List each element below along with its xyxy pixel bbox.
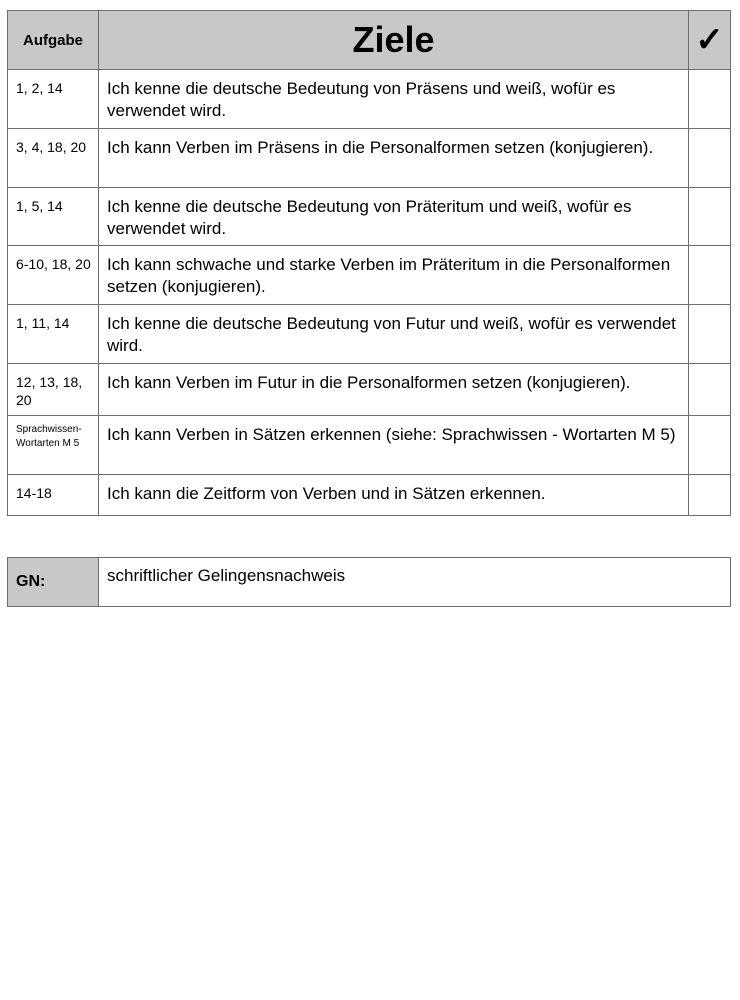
goal-cell: Ich kann die Zeitform von Verben und in Sätzen erkennen.	[99, 475, 689, 516]
header-aufgabe: Aufgabe	[8, 11, 99, 70]
gn-row	[8, 558, 731, 607]
goal-cell: Ich kann Verben in Sätzen erkennen (siehe: Sprachwissen - Wortarten M 5)	[99, 416, 689, 475]
gn-table	[7, 557, 731, 607]
task-cell: Sprachwissen-Wortarten M 5	[8, 416, 99, 475]
gn-label: GN:	[8, 558, 99, 607]
check-cell[interactable]	[689, 70, 731, 129]
task-cell: 3, 4, 18, 20	[8, 129, 99, 188]
check-cell[interactable]	[689, 305, 731, 364]
task-cell: 12, 13, 18, 20	[8, 364, 99, 416]
gn-text: schriftlicher Gelingensnachweis	[99, 558, 731, 607]
header-ziele: Ziele	[99, 11, 689, 70]
table-row	[8, 416, 731, 475]
task-cell: 1, 2, 14	[8, 70, 99, 129]
check-cell[interactable]	[689, 475, 731, 516]
task-cell: 6-10, 18, 20	[8, 246, 99, 305]
table-row	[8, 129, 731, 188]
task-cell: 14-18	[8, 475, 99, 516]
header-row	[8, 11, 731, 70]
task-cell: 1, 11, 14	[8, 305, 99, 364]
goal-cell: Ich kenne die deutsche Bedeutung von Futur und weiß, wofür es verwendet wird.	[99, 305, 689, 364]
goal-cell: Ich kann Verben im Präsens in die Personalformen setzen (konjugieren).	[99, 129, 689, 188]
task-cell: 1, 5, 14	[8, 188, 99, 246]
header-check-mark: ✓	[689, 11, 731, 70]
check-cell[interactable]	[689, 129, 731, 188]
check-cell[interactable]	[689, 246, 731, 305]
table-row	[8, 305, 731, 364]
check-cell[interactable]	[689, 188, 731, 246]
goal-cell: Ich kenne die deutsche Bedeutung von Präsens und weiß, wofür es verwendet wird.	[99, 70, 689, 129]
table-row	[8, 188, 731, 246]
table-row	[8, 70, 731, 129]
table-row	[8, 364, 731, 416]
goal-cell: Ich kann Verben im Futur in die Personalformen setzen (konjugieren).	[99, 364, 689, 416]
table-row	[8, 246, 731, 305]
check-cell[interactable]	[689, 364, 731, 416]
goals-table	[7, 10, 731, 516]
goal-cell: Ich kann schwache und starke Verben im Präteritum in die Personalformen setzen (konjugieren).	[99, 246, 689, 305]
check-cell[interactable]	[689, 416, 731, 475]
goal-cell: Ich kenne die deutsche Bedeutung von Präteritum und weiß, wofür es verwendet wird.	[99, 188, 689, 246]
table-row	[8, 475, 731, 516]
